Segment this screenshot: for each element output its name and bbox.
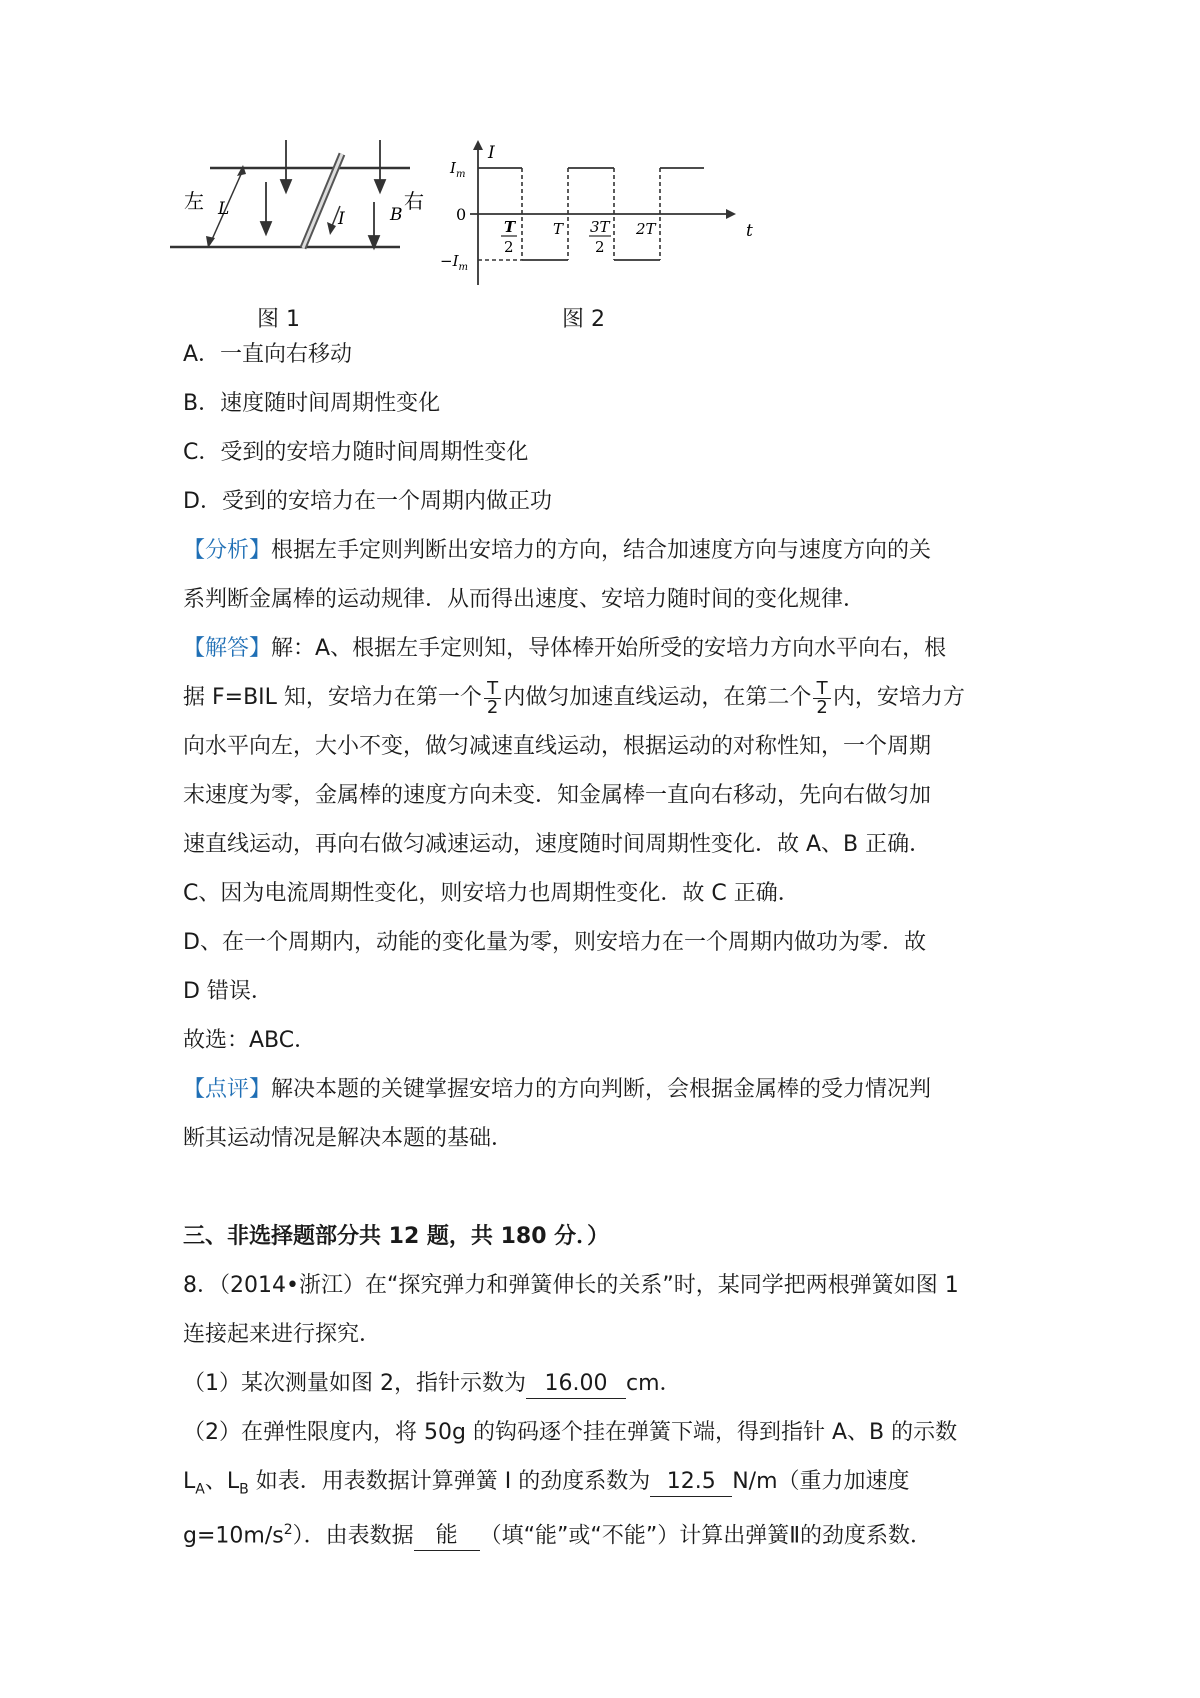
answer-text-2b: 内做匀加速直线运动，在第二个 (503, 685, 812, 710)
answer-line-3: 向水平向左，大小不变，做匀减速直线运动，根据运动的对称性知，一个周期 (183, 734, 932, 759)
fraction-t-over-2 (484, 677, 501, 718)
answer-text-2c: 内，安培力方 (832, 685, 965, 710)
q8-part-2-line-1: （2）在弹性限度内，将 50g 的钩码逐个挂在弹簧下端，得到指针 A、B 的示数 (183, 1420, 958, 1445)
comment-line-2: 断其运动情况是解决本题的基础． (183, 1126, 514, 1151)
fig2-Im-sub: m (455, 169, 466, 180)
q8-answer-blank-2: 12.5 (650, 1468, 732, 1497)
svg-text:−Im (440, 252, 468, 273)
fig2-Im-label: I (450, 159, 456, 177)
fig2-tick-2T: 2T (636, 220, 656, 238)
q8-part-2-text-c: N/m（重力加速度 (732, 1469, 910, 1494)
figure-1 (170, 140, 424, 248)
analysis-line-2: 系判断金属棒的运动规律．从而得出速度、安培力随时间的变化规律． (183, 587, 866, 612)
answer-line-5: 速直线运动，再向右做匀减速运动，速度随时间周期性变化．故 A、B 正确． (183, 832, 932, 857)
fig2-tick-3T-2-num: 3T (590, 218, 610, 236)
comment-text-1: 解决本题的关键掌握安培力的方向判断，会根据金属棒的受力情况判 (271, 1077, 932, 1102)
fig1-left-label: 左 (184, 189, 204, 213)
fraction-numerator: T (484, 680, 501, 699)
q8-part-1-text-a: （1）某次测量如图 2，指针示数为 (183, 1371, 526, 1396)
section-title: 三、非选择题部分共 12 题，共 180 分．） (183, 1224, 610, 1249)
answer-line-7: D、在一个周期内，动能的变化量为零，则安培力在一个周期内做功为零．故 (183, 930, 926, 955)
figure-1-caption: 图 1 (257, 307, 300, 332)
fraction-numerator: T (813, 680, 830, 699)
svg-text:Im (449, 159, 465, 180)
fig2-I-axis-label: I (488, 143, 495, 163)
q8-part-2-line-2 (183, 1457, 1033, 1506)
answer-line-8: D 错误． (183, 979, 273, 1004)
analysis-text-1: 根据左手定则判断出安培力的方向，结合加速度方向与速度方向的关 (271, 538, 932, 563)
fig1-I-label: I (338, 209, 345, 229)
q8-LA-sub: A (195, 1481, 205, 1498)
option-b: B．速度随时间周期性变化 (183, 391, 441, 416)
answer-line-9: 故选：ABC． (183, 1028, 317, 1053)
q8-line-1: 8．（2014•浙江）在“探究弹力和弹簧伸长的关系”时，某同学把两根弹簧如图 1 (183, 1273, 959, 1298)
fig2-neg-Im-label: −I (440, 252, 459, 270)
q8-part-2-text-d: ）．由表数据 (292, 1523, 414, 1549)
q8-answer-blank-3: 能 (414, 1522, 480, 1551)
fig2-tick-3T-2-den: 2 (595, 238, 605, 256)
q8-part-1-text-b: cm． (626, 1371, 682, 1396)
fig2-tick-half-T-num: T (504, 218, 516, 236)
fig2-tick-T: T (553, 220, 564, 238)
q8-LB-sub: B (239, 1481, 249, 1498)
answer-text-1: 解：A、根据左手定则知，导体棒开始所受的安培力方向水平向右，根 (271, 636, 947, 661)
fig2-neg-Im-sub: m (458, 262, 468, 273)
q8-part-1 (183, 1359, 1033, 1408)
fig1-B-label: B (390, 205, 403, 225)
answer-line-2 (183, 673, 1033, 722)
fig2-tick-half-T-den: 2 (504, 238, 514, 256)
q8-line-2: 连接起来进行探究． (183, 1322, 382, 1347)
answer-line-1 (183, 624, 1033, 673)
fig2-t-axis-label: t (746, 221, 753, 241)
analysis-line-1 (183, 526, 1033, 575)
answer-line-6: C、因为电流周期性变化，则安培力也周期性变化．故 C 正确． (183, 881, 800, 906)
comment-tag: 【点评】 (183, 1077, 272, 1102)
q8-part-2-text-e: （填“能”或“不能”）计算出弹簧Ⅱ的劲度系数． (479, 1523, 933, 1549)
figure-2 (440, 140, 753, 285)
answer-line-4: 末速度为零，金属棒的速度方向未变．知金属棒一直向右移动，先向右做匀加 (183, 783, 932, 808)
q8-g-sup: 2 (283, 1522, 293, 1538)
document-body (183, 330, 1033, 1555)
comment-line-1 (183, 1065, 1033, 1114)
option-c: C．受到的安培力随时间周期性变化 (183, 440, 529, 465)
fraction-denominator: 2 (816, 696, 828, 718)
fig2-zero-label: 0 (456, 205, 467, 224)
option-d: D．受到的安培力在一个周期内做正功 (183, 489, 552, 514)
analysis-tag: 【分析】 (183, 538, 272, 563)
q8-part-2-line-3 (183, 1506, 1033, 1555)
spacer (183, 1163, 1033, 1212)
option-a: A．一直向右移动 (183, 342, 353, 367)
q8-LB: L (226, 1469, 240, 1494)
figure-2-caption: 图 2 (562, 307, 605, 332)
fig1-right-label: 右 (404, 189, 424, 213)
fig1-L-label: L (218, 199, 230, 219)
fraction-t-over-2 (813, 677, 830, 718)
figures (170, 140, 790, 320)
q8-LA: L (183, 1469, 196, 1494)
q8-part-2-text-b: 如表．用表数据计算弹簧 I 的劲度系数为 (248, 1469, 651, 1494)
q8-g-value: g=10m/s (183, 1523, 284, 1549)
answer-text-2a: 据 F=BIL 知，安培力在第一个 (183, 685, 482, 710)
answer-tag: 【解答】 (183, 636, 272, 661)
q8-sep: 、 (204, 1469, 227, 1494)
q8-answer-blank-1: 16.00 (526, 1370, 626, 1399)
fraction-denominator: 2 (486, 696, 499, 718)
